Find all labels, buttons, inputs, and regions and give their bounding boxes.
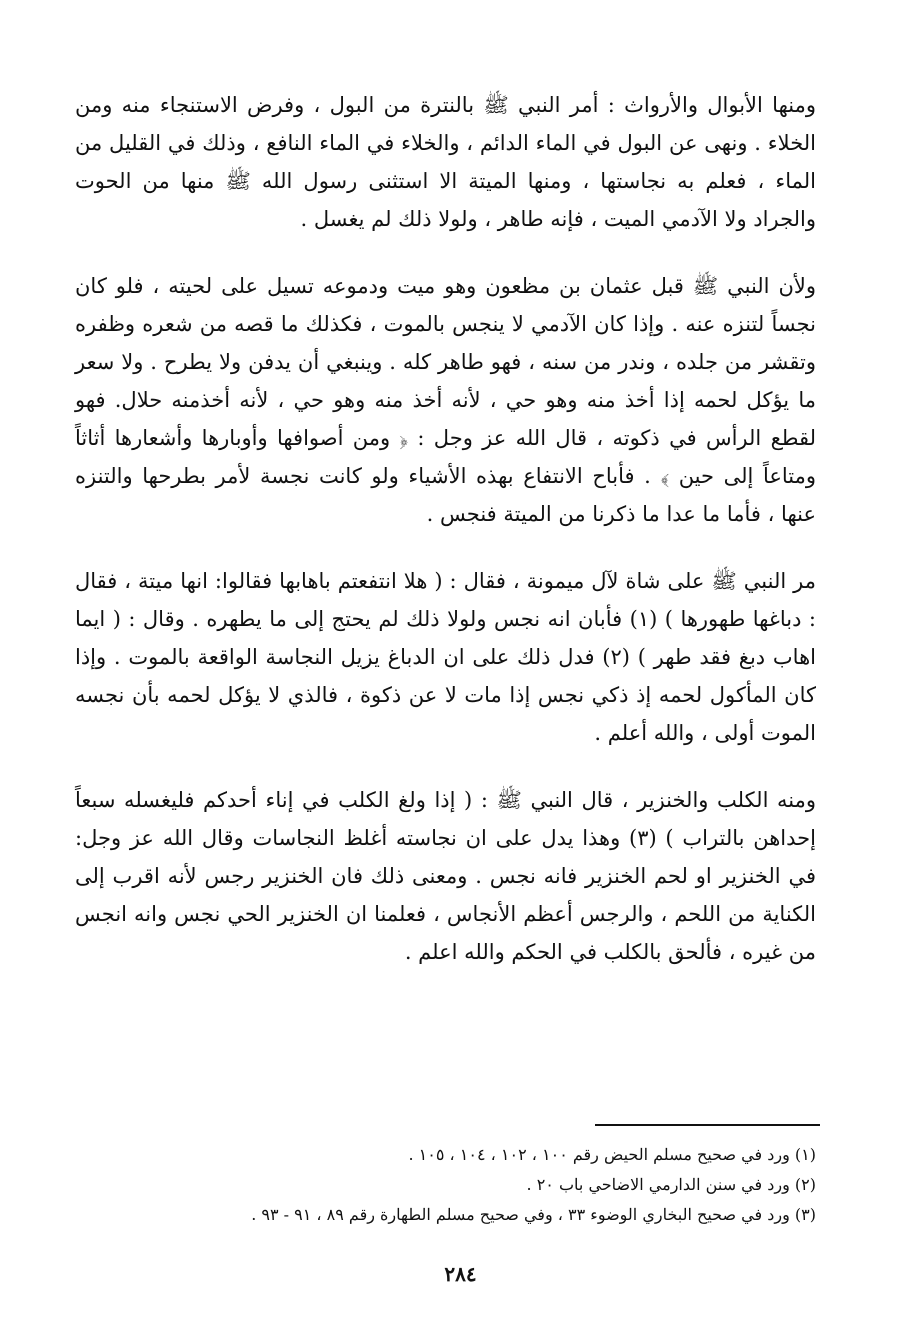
paragraph-4: ومنه الكلب والخنزير ، قال النبي ﷺ : ( إذا ولغ الكلب في إناء أحدكم فليغسله سبعاً إحداهن بالتراب ) (٣) وهذا يدل على ان نجاسته أغلظ النجاسات وقال الله عز وجل: في الخنزير او لحم الخنزير فانه نجس . ومعنى ذلك فان الخنزير رجس لأنه اقرب إلى الكناية من اللحم ، والرجس أعظم الأنجاس ، فعلمنا ان الخنزير الحي نجس وانه انجس من غيره ، فألحق بالكلب في الحكم والله اعلم . bbox=[75, 788, 816, 964]
footnotes bbox=[75, 1140, 816, 1230]
footnote-1: (١) ورد في صحيح مسلم الحيض رقم ١٠٠ ، ١٠٢ ، ١٠٤ ، ١٠٥ . bbox=[408, 1145, 816, 1164]
paragraph-3: مر النبي ﷺ على شاة لآل ميمونة ، فقال : ( هلا انتفعتم باهابها فقالوا: انها ميتة ، فقال : دباغها طهورها ) (١) فأبان انه نجس ولولا ذلك لم يحتج إلى ما يطهره . وقال : ( ايما اهاب دبغ فقد طهر ) (٢) فدل ذلك على ان الدباغ يزيل النجاسة الواقعة بالموت . وإذا كان المأكول لحمه إذ ذكي نجس إذا مات لا عن ذكوة ، فالذي لا يؤكل لحمه بأن نجسه الموت أولى ، والله أعلم . bbox=[75, 569, 816, 745]
page-number: ٢٨٤ bbox=[444, 1262, 477, 1286]
paragraph-2: ولأن النبي ﷺ قبل عثمان بن مظعون وهو ميت ودموعه تسيل على لحيته ، فلو كان نجساً لتنزه عنه . وإذا كان الآدمي لا ينجس بالموت ، فكذلك ما قصه من شعره وظفره وتقشر من جلده ، وندر من سنه ، فهو طاهر كله . وينبغي أن يدفن ولا يطرح . ولا سعر ما يؤكل لحمه إذا أخذ منه وهو حي ، لأنه أخذ منه وهو حي ، لأنه أخذمنه حلال. فهو لقطع الرأس في ذكوته ، قال الله عز وجل : ﴿ ومن أصوافها وأوبارها وأشعارها أثاثاً ومتاعاً إلى حين ﴾ . فأباح الانتفاع بهذه الأشياء ولو كانت نجسة لأمر بطرحها والتنزه عنها ، فأما ما عدا ما ذكرنا من الميتة فنجس . bbox=[75, 274, 816, 526]
footnote-2: (٢) ورد في سنن الدارمي الاضاحي باب ٢٠ . bbox=[526, 1175, 816, 1194]
paragraph-1: ومنها الأبوال والأرواث : أمر النبي ﷺ بالنترة من البول ، وفرض الاستنجاء منه ومن الخلاء . ونهى عن البول في الماء الدائم ، والخلاء في الماء النافع ، وذلك في القليل من الماء ، فعلم به نجاستها ، ومنها الميتة الا استثنى رسول الله ﷺ منها من الحوت والجراد ولا الآدمي الميت ، فإنه طاهر ، ولولا ذلك لم يغسل . bbox=[75, 93, 816, 231]
footnote-3: (٣) ورد في صحيح البخاري الوضوء ٣٣ ، وفي صحيح مسلم الطهارة رقم ٨٩ ، ٩١ - ٩٣ . bbox=[251, 1205, 816, 1224]
footnote-divider bbox=[595, 1124, 820, 1126]
